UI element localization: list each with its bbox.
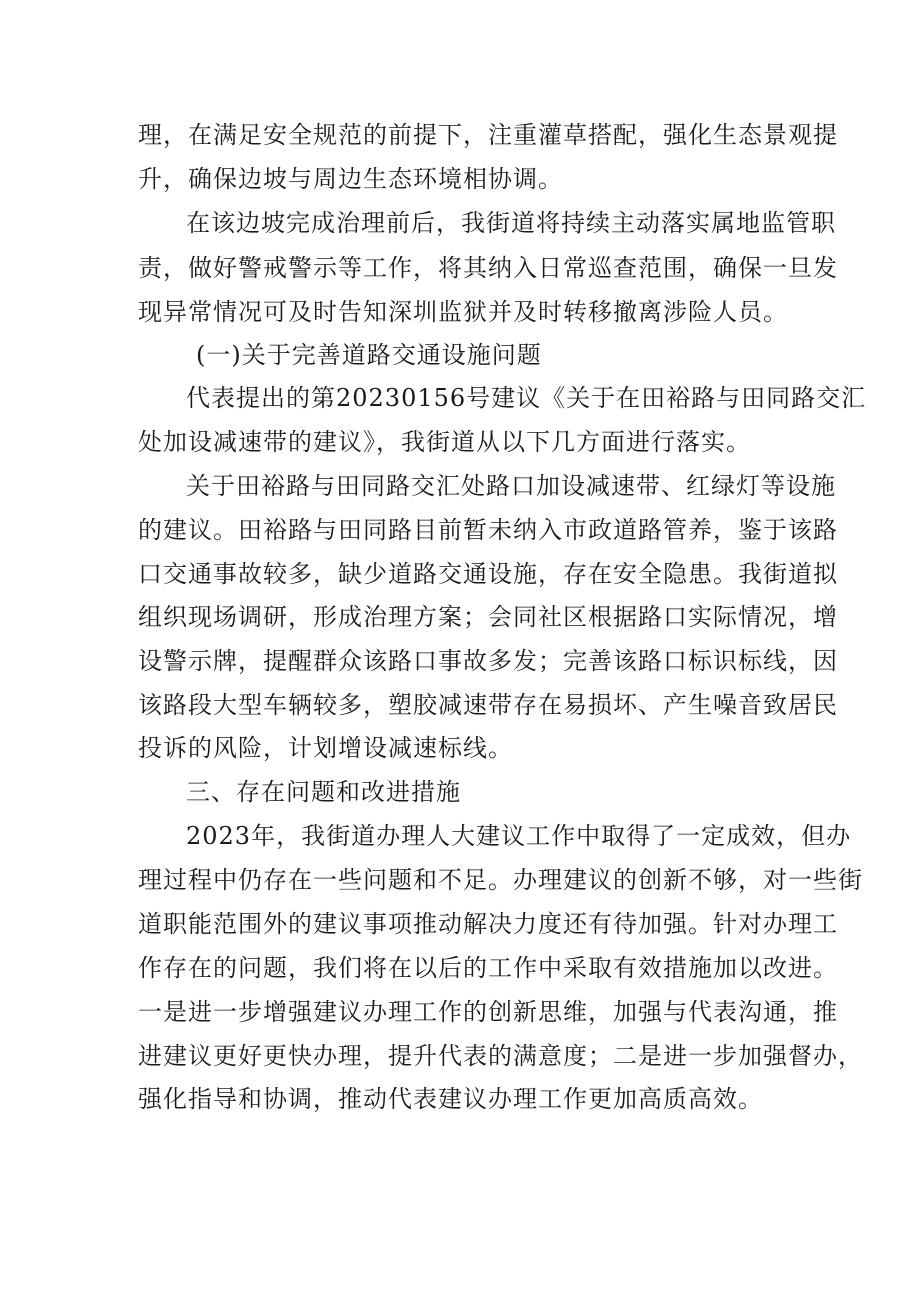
paragraph-line: 一是进一步增强建议办理工作的创新思维，加强与代表沟通，推	[138, 998, 838, 1026]
section-heading: (一)关于完善道路交通设施问题	[196, 341, 542, 369]
paragraph-line: 升，确保边坡与周边生态环境相协调。	[138, 165, 563, 193]
paragraph-line: 道职能范围外的建议事项推动解决力度还有待加强。针对办理工	[138, 910, 838, 938]
paragraph-line: 在该边坡完成治理前后，我街道将持续主动落实属地监管职	[186, 209, 836, 237]
paragraph-line: 理，在满足安全规范的前提下，注重灌草搭配，强化生态景观提	[138, 121, 838, 149]
paragraph-line: 作存在的问题，我们将在以后的工作中采取有效措施加以改进。	[138, 954, 838, 982]
paragraph-line: 投诉的风险，计划增设减速标线。	[138, 734, 513, 762]
paragraph-line: 2023年，我街道办理人大建议工作中取得了一定成效，但办	[186, 822, 852, 850]
paragraph-line: 设警示牌，提醒群众该路口事故多发；完善该路口标识标线，因	[138, 647, 838, 675]
paragraph-line: 的建议。田裕路与田同路目前暂未纳入市政道路管养，鉴于该路	[138, 516, 838, 544]
paragraph-line: 责，做好警戒警示等工作，将其纳入日常巡查范围，确保一旦发	[138, 254, 838, 282]
section-heading: 三、存在问题和改进措施	[186, 778, 461, 806]
paragraph-line: 代表提出的第20230156号建议《关于在田裕路与田同路交汇	[186, 384, 867, 412]
paragraph-line: 口交通事故较多，缺少道路交通设施，存在安全隐患。我街道拟	[138, 560, 838, 588]
paragraph-line: 理过程中仍存在一些问题和不足。办理建议的创新不够，对一些街	[138, 866, 863, 894]
paragraph-line: 现异常情况可及时告知深圳监狱并及时转移撤离涉险人员。	[138, 298, 788, 326]
paragraph-line: 强化指导和协调，推动代表建议办理工作更加高质高效。	[138, 1085, 763, 1113]
paragraph-line: 该路段大型车辆较多，塑胶减速带存在易损坏、产生噪音致居民	[138, 691, 838, 719]
paragraph-line: 组织现场调研，形成治理方案；会同社区根据路口实际情况，增	[138, 603, 838, 631]
paragraph-line: 关于田裕路与田同路交汇处路口加设减速带、红绿灯等设施	[186, 472, 836, 500]
paragraph-line: 处加设减速带的建议》，我街道从以下几方面进行落实。	[138, 428, 751, 456]
paragraph-line: 进建议更好更快办理，提升代表的满意度；二是进一步加强督办，	[138, 1042, 863, 1070]
